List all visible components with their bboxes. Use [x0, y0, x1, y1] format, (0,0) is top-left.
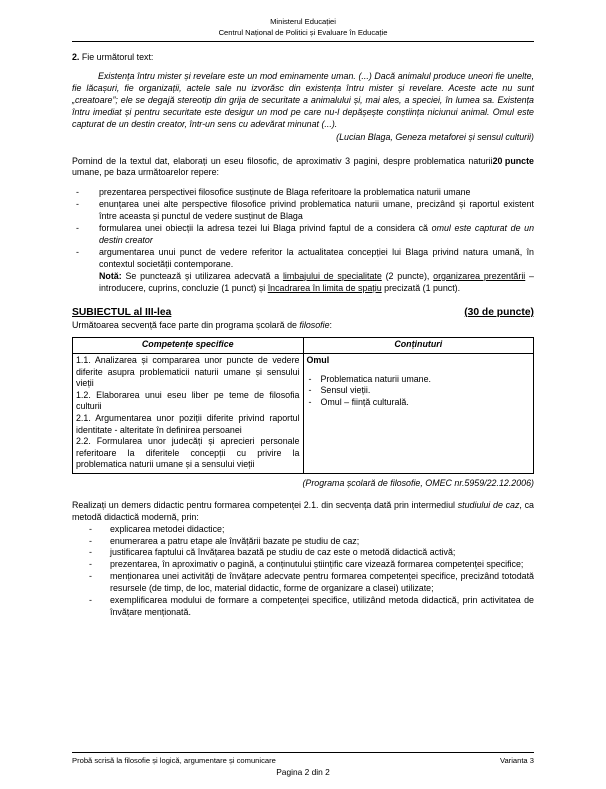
contents-list [307, 374, 531, 409]
list-item: - menționarea unei activități de învățare adecvate pentru formarea competenței specifice, precizând totodată resursele (de timp, de loc, material didactic, forme de organizare a clasei) utilizate; [72, 571, 534, 595]
competence-line: 1.1. Analizarea și compararea unor puncte de vedere diferite asupra problematicii naturii umane și sensului vieții [76, 355, 300, 389]
note-seg-1: limbajului de specialitate [282, 270, 382, 281]
document-header [72, 0, 534, 38]
list-item [72, 247, 534, 271]
list-item: - Omul – ființă culturală. [307, 397, 531, 409]
list-item: - Problematica naturii umane. [307, 374, 531, 386]
page-footer [72, 752, 534, 778]
column-header-contents: Conținuturi [303, 338, 534, 354]
subject3-heading [72, 306, 534, 319]
subject3-intro-prefix: Următoarea secvență face parte din programa școlară de [72, 319, 300, 330]
list-item: - prezentarea, în aproximativ o pagină, a conținutului științific care vizează formarea competenței specifice; [72, 559, 534, 571]
quote-block [72, 71, 534, 131]
center-line: Centrul Național de Politici și Evaluare în Educație [218, 27, 388, 37]
list-item: - enumerarea a patru etape ale învățării bazate pe studiu de caz; [72, 536, 534, 548]
bullet-text: argumentarea unui punct de vedere referitor la actualitatea concepției lui Blaga privind natura umană, în contextul societății contemporane. [99, 246, 534, 269]
item2-prompt [72, 52, 534, 64]
footer-row [72, 756, 534, 766]
note-seg-3: organizarea prezentării [433, 270, 526, 281]
note-seg-2: (2 puncte), [381, 270, 434, 281]
list-item: - Sensul vieții. [307, 385, 531, 397]
subject3-intro-italic: filosofie [299, 319, 330, 330]
competence-line: 2.1. Argumentarea unor poziții diferite privind raportul identitate - alteritate în definirea persoanei [76, 412, 300, 435]
table-row [73, 354, 534, 474]
table-header-row [73, 338, 534, 354]
bullet-text: enunțarea unei alte perspective filosofice privind problematica naturii umane, precizând și raportul existent între aceasta și punctul de vedere susținut de Blaga [99, 199, 534, 222]
quote-text: Existența întru mister și revelare este un mod eminamente uman. (...) Dacă animalul produce uneori fie unelte, fie lăcașuri, fie organizații, actele sale nu izvorăsc din existența întru mister și revelare. Aceste acte nu sunt „creatoare”; ele se degajă stereotip din grija de securitate a animalului și, mai ales, a speciei, în lumea sa. Existența întru imediat și pentru securitate este desigur un mod pe care nu-l depășește conștiința niciunui animal. Omul este capturat de un destin creator, într-un sens cu adevărat minunat (...). [72, 71, 534, 129]
item2-task-text: Pornind de la textul dat, elaborați un eseu filosofic, de aproximativ 3 pagini, despre problematica naturii umane, pe baza următoarelor repere: [72, 155, 493, 178]
page-content [72, 0, 534, 619]
contents-cell [303, 354, 534, 474]
quote-source-suffix: ) [531, 131, 534, 142]
header-divider [72, 41, 534, 42]
quote-source-prefix: (Lucian Blaga, [336, 131, 396, 142]
contents-heading: Omul [306, 355, 330, 365]
bullet-text: prezentarea perspectivei filosofice susținute de Blaga referitoare la problematica naturii umane [99, 187, 471, 198]
note-seg-0: Se punctează și utilizarea adecvată a [121, 270, 283, 281]
item2-bullet-list [72, 187, 534, 270]
footer-page-number: Pagina 2 din 2 [276, 767, 330, 777]
column-header-competences: Competențe specifice [73, 338, 304, 354]
bullet-text: formularea unei obiecții la adresa tezei lui Blaga privind faptul de a considera că [99, 223, 432, 234]
footer-divider [72, 752, 534, 753]
note-label: Notă: [99, 270, 122, 281]
quote-source [72, 132, 534, 144]
footer-variant: Varianta 3 [499, 756, 534, 765]
subject3-intro-suffix: : [329, 319, 332, 330]
ministry-line: Ministerul Educației [270, 17, 336, 26]
list-item [72, 223, 534, 247]
item2-note [72, 271, 534, 295]
subject3-task-italic: studiului de caz [457, 499, 520, 510]
subject3-intro [72, 320, 534, 332]
note-seg-6: precizată (1 punct). [381, 282, 461, 293]
subject3-task-suffix: , ca metodă didactică modernă, prin: [72, 499, 534, 522]
note-seg-5: încadrarea în limita de spațiu [267, 282, 382, 293]
subject3-task-prefix: Realizați un demers didactic pentru formarea competenței 2.1. din secvența dată prin intermediul [72, 499, 458, 510]
item2-prompt-text: Fie următorul text: [81, 51, 154, 62]
competences-table [72, 337, 534, 474]
subject3-task [72, 500, 534, 524]
item2-points: 20 puncte [492, 155, 534, 166]
list-item [72, 187, 534, 199]
list-item: - justificarea faptului că învățarea bazată pe studiu de caz este o metodă didactică activă; [72, 547, 534, 559]
table-source: (Programa școlară de filosofie, OMEC nr.5959/22.12.2006) [302, 477, 534, 488]
list-item [72, 199, 534, 223]
bullet-text-italic: omul este capturat de un destin creator [99, 223, 535, 245]
footer-exam-label: Probă scrisă la filosofie și logică, argumentare și comunicare [72, 756, 276, 765]
competences-cell [73, 354, 304, 474]
competence-line: 2.2. Formularea unor judecăți și aprecieri personale referitoare la diferitele concepții cu privire la problematica naturii umane și a sensului vieții [76, 436, 300, 470]
list-item: - exemplificarea modului de formare a competenței specifice, utilizând metoda didactică, prin activitatea de învățare menționată. [72, 595, 534, 619]
note-seg-4: – introducere, cuprins, concluzie (1 punct) și [99, 270, 534, 293]
subject3-title: SUBIECTUL al III-lea [72, 306, 172, 318]
subject3-points: (30 de puncte) [464, 306, 534, 318]
competence-line: 1.2. Elaborarea unui eseu liber pe teme de filosofia culturii [76, 389, 300, 412]
list-item: - explicarea metodei didactice; [72, 524, 534, 536]
subject3-bullet-list [72, 524, 534, 619]
quote-source-title: Geneza metaforei și sensul culturii [395, 131, 532, 142]
item2-task [72, 156, 534, 180]
item2-number: 2. [72, 51, 80, 62]
